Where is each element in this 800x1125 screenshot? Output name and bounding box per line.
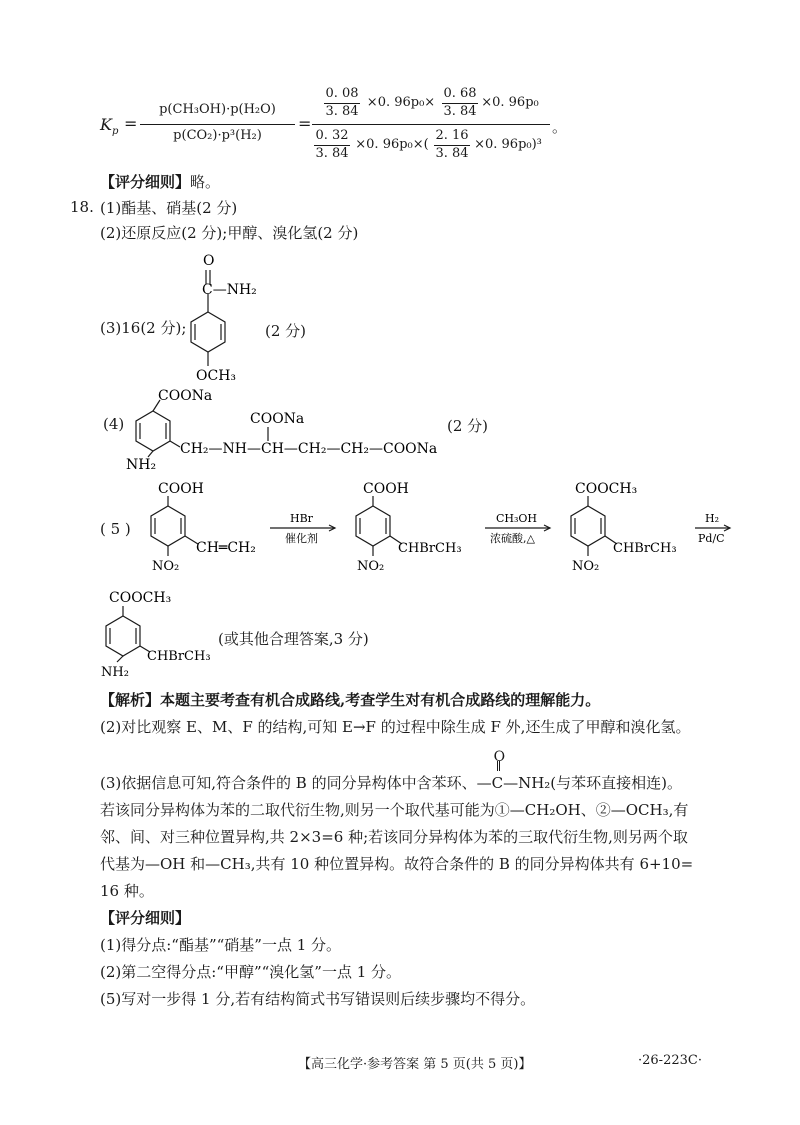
product-structure [95,588,225,683]
scoring-rule-2: (2)第二空得分点:“甲醇”“溴化氢”一点 1 分。 [100,963,402,981]
analysis-part-3-line-3: 邻、间、对三种位置异构,共 2×3=6 种;若该同分异构体为苯的三取代衍生物,则另两个取 [100,828,688,846]
part-3-score: (2 分) [265,322,307,340]
reagent-label: HBr [290,512,313,525]
num-term: 0. 68 [443,86,477,101]
amine-label: NH₂ [126,457,157,473]
coona-label: COONa [250,411,305,427]
bromide-label: CHBrCH₃ [147,649,211,664]
kp-denominator: p(CO₂)·p³(H₂) [173,128,262,143]
part-5-note: (或其他合理答案,3 分) [218,630,369,648]
scoring-rule-1: (1)得分点:“酯基”“硝基”一点 1 分。 [100,936,342,954]
coona-label: COONa [158,388,213,404]
benzene-ring [571,506,605,546]
kp-numerator: p(CH₃OH)·p(H₂O) [159,102,276,117]
num-term: 0. 08 [325,86,359,101]
amine-label: NH₂ [101,665,129,680]
analysis-part-2: (2)对比观察 E、M、F 的结构,可知 E→F 的过程中除生成 F 外,还生成了甲醇和溴化氢。 [100,718,691,736]
document-code: ·26-223C· [638,1053,702,1068]
part-4-score: (2 分) [447,417,489,435]
num-term: 3. 84 [443,104,477,119]
part-5-label: ( 5 ) [100,520,131,538]
carboxyl-label: COOH [363,481,409,497]
condition-label: 浓硫酸,△ [490,532,535,545]
den-term: 3. 84 [315,146,349,161]
kp-symbol: $K_p$ [100,115,119,138]
answer-part-1: (1)酯基、硝基(2 分) [100,199,238,217]
ester-label: COOCH₃ [109,590,172,606]
chain-label: CH₂—NH—CH—CH₂—CH₂—COONa [180,441,438,457]
methoxy-label: OCH₃ [196,368,237,384]
benzene-ring [106,616,140,656]
amide-label: C—NH₂ [202,282,257,298]
condition-label: 催化剂 [285,532,318,545]
part-4-label: (4) [103,415,125,433]
scoring-rules-1: 【评分细则】略。 [100,173,221,191]
nitro-label: NO₂ [572,559,600,574]
den-term: ×0. 96p₀)³ [474,137,542,152]
ester-label: COOCH₃ [575,481,638,497]
analysis-part-3-line-5: 16 种。 [100,882,154,900]
bromide-label: CHBrCH₃ [613,541,677,556]
reagent-label: H₂ [705,512,720,525]
condition-label: Pd/C [698,532,725,545]
nitro-label: NO₂ [152,559,180,574]
benzene-ring [151,506,185,546]
num-term: 3. 84 [325,104,359,119]
num-term: ×0. 96p₀× [366,95,436,110]
analysis-part-3-line-4: 代基为—OH 和—CH₃,共有 10 种位置异构。故符合条件的 B 的同分异构体共有 6+10= [100,855,694,873]
synthesis-route [140,478,740,588]
question-number: 18. [70,198,94,216]
den-term: 0. 32 [315,128,349,143]
benzene-ring [356,506,390,546]
den-term: 2. 16 [435,128,469,143]
scoring-rule-5: (5)写对一步得 1 分,若有结构简式书写错误则后续步骤均不得分。 [100,990,536,1008]
sodium-salt-structure [118,385,458,475]
analysis-part-3-line-2: 若该同分异构体为苯的二取代衍生物,则另一个取代基可能为①—CH₂OH、②—OCH₃,有 [100,801,689,819]
benzene-ring [136,411,170,451]
den-term: 3. 84 [435,146,469,161]
oxygen-label: O [203,253,215,269]
num-term: ×0. 96p₀ [481,95,539,110]
nitro-label: NO₂ [357,559,385,574]
den-term: ×0. 96p₀×( [355,137,429,152]
amide-structure [180,250,300,385]
bromide-label: CHBrCH₃ [398,541,462,556]
benzene-ring [191,312,225,352]
vinyl-label: CH═CH₂ [196,540,256,556]
fraction-bar [140,124,295,125]
period: 。 [552,118,568,136]
answer-part-2: (2)还原反应(2 分);甲醇、溴化氢(2 分) [100,224,359,242]
page-footer: 【高三化学·参考答案 第 5 页(共 5 页)】 [298,1057,532,1072]
scoring-rules-2-label: 【评分细则】 [100,909,191,927]
equals-sign: = [124,114,138,133]
carboxyl-label: COOH [158,481,204,497]
analysis-part-3-line-1: (3)依据信息可知,符合条件的 B 的同分异构体中含苯环、— O C—NH₂(与苯环直接相连)。 [100,749,682,792]
equals-sign: = [298,114,312,133]
fraction-bar [312,124,550,125]
analysis-intro: 【解析】本题主要考查有机合成路线,考查学生对有机合成路线的理解能力。 [100,691,601,709]
answer-part-3: (3)16(2 分); [100,319,187,337]
reagent-label: CH₃OH [496,512,538,525]
